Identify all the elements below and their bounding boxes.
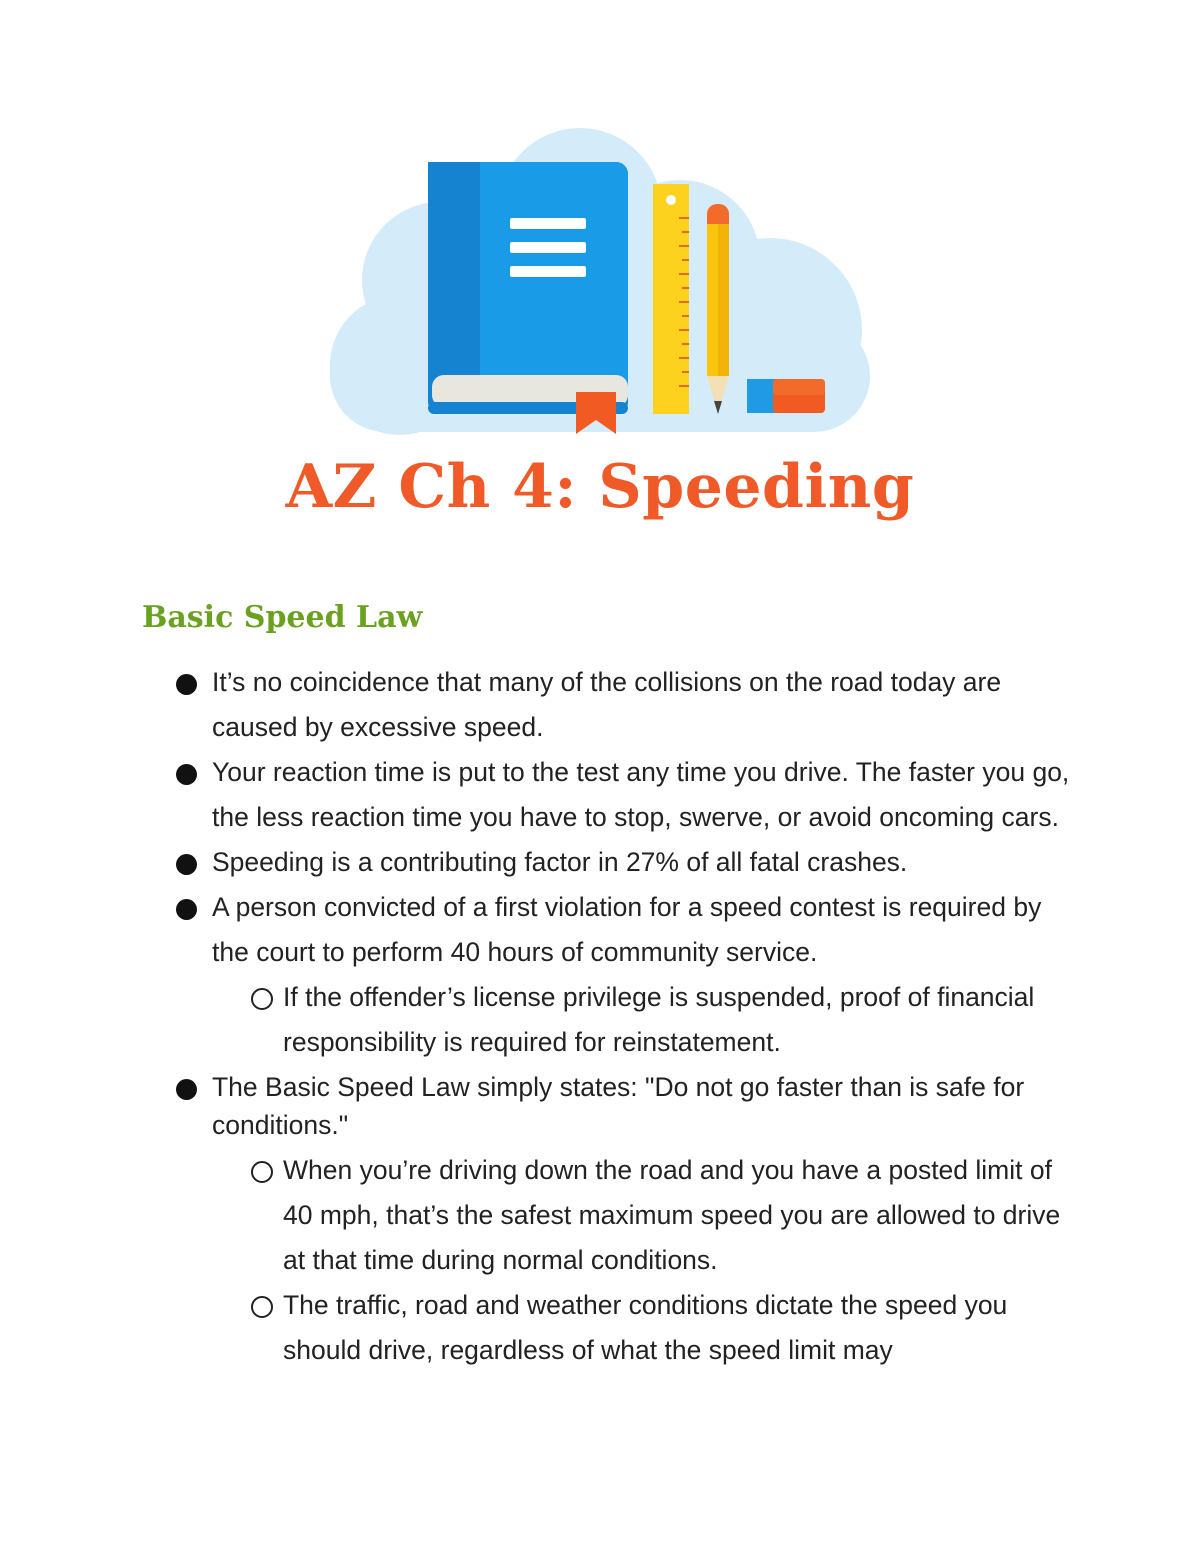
sub-list-item-text: The traffic, road and weather conditions dictate the speed you should drive, regardless of what the speed limit may [283,1290,1008,1365]
sub-bullet-list [212,975,1072,1065]
list-item [172,1065,1072,1373]
bullet-list [172,660,1072,1373]
book-ruler-pencil-eraser-illustration [320,120,880,450]
list-item [172,885,1072,1065]
list-item-text: A person convicted of a first violation for a speed contest is required by the court to perform 40 hours of community service. [212,892,1042,967]
list-item-text: The Basic Speed Law simply states: "Do not go faster than is safe for conditions." [212,1072,1025,1140]
sub-list-item [212,1148,1072,1283]
eraser-icon [747,379,825,413]
pencil-icon [707,204,729,414]
list-item-text: Your reaction time is put to the test any time you drive. The faster you go, the less reaction time you have to stop, swerve, or avoid oncoming cars. [212,757,1070,832]
page-title: AZ Ch 4: Speeding [285,452,915,522]
hollow-bullet-icon [251,988,273,1010]
ruler-icon [653,184,689,414]
list-item [172,750,1072,840]
sub-list-item-text: If the offender’s license privilege is suspended, proof of financial responsibility is required for reinstatement. [283,982,1035,1057]
book-icon [428,162,628,434]
sub-list-item-text: When you’re driving down the road and you have a posted limit of 40 mph, that’s the safest maximum speed you are allowed to drive at that time during normal conditions. [283,1155,1061,1275]
filled-bullet-icon [176,764,197,785]
section-heading: Basic Speed Law [142,600,423,635]
bullet-list-container [172,660,1072,1373]
hollow-bullet-icon [251,1161,273,1183]
sub-bullet-list [212,1148,1072,1373]
filled-bullet-icon [176,674,197,695]
list-item [172,840,1072,885]
hollow-bullet-icon [251,1296,273,1318]
list-item [172,660,1072,750]
filled-bullet-icon [176,899,197,920]
sub-list-item [212,1283,1072,1373]
list-item-text: Speeding is a contributing factor in 27% of all fatal crashes. [212,847,908,877]
list-item-text: It’s no coincidence that many of the collisions on the road today are caused by excessive speed. [212,667,1002,742]
filled-bullet-icon [176,1079,197,1100]
school-supplies-icon [320,120,880,450]
filled-bullet-icon [176,854,197,875]
sub-list-item [212,975,1072,1065]
